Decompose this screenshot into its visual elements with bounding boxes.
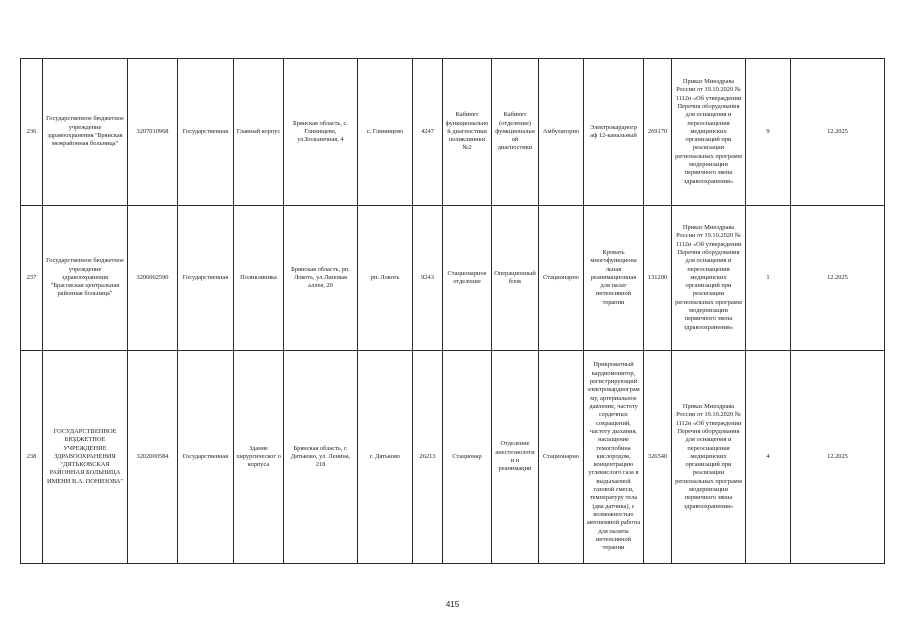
cell-building: Здание хирургическог о корпуса — [234, 351, 284, 564]
cell-ownership: Государственная — [178, 59, 234, 206]
table-row — [21, 206, 885, 351]
table-row — [21, 351, 885, 564]
cell-qty: 9 — [746, 59, 791, 206]
cell-population: 4247 — [413, 59, 443, 206]
cell-num: 236 — [21, 59, 43, 206]
cell-inn: 3207010968 — [128, 59, 178, 206]
cell-qty: 4 — [746, 351, 791, 564]
cell-order: Приказ Минздрава России от 19.10.2020 № 1112н «Об утверждении Перечня оборудования для оснащения и переоснащения медицинских организаций при реализации региональных программ модернизации первичного звена здравоохранения» — [672, 351, 746, 564]
cell-ownership: Государственная — [178, 351, 234, 564]
cell-unit: Кабинет функционально й диагностики поликлиники №2 — [443, 59, 492, 206]
cell-equipment — [584, 351, 644, 564]
cell-date: 12.2025 — [791, 206, 885, 351]
cell-equipment: Электрокардиогр аф 12-канальный — [584, 59, 644, 206]
cell-unit: Стационар — [443, 351, 492, 564]
table-row — [21, 59, 885, 206]
cell-inn: 3202000584 — [128, 351, 178, 564]
cell-unit: Стационарное отделение — [443, 206, 492, 351]
cell-equipment: Кровать многофункциона льная реанимационная для палат интенсивной терапии — [584, 206, 644, 351]
cell-building: Поликлиника — [234, 206, 284, 351]
cell-room: Кабинет (отделение) функциональной диагностики — [492, 59, 539, 206]
cell-ownership: Государственная — [178, 206, 234, 351]
cell-building: Главный корпус — [234, 59, 284, 206]
cell-settlement: с. Глинищево — [358, 59, 413, 206]
cell-room: Отделение анестезиологии и реанимации — [492, 351, 539, 564]
cell-address: Брянская область, с. Глинищево, ул.Больничная, 4 — [284, 59, 358, 206]
cell-num: 237 — [21, 206, 43, 351]
cell-population: 9243 — [413, 206, 443, 351]
cell-code: 269170 — [644, 59, 672, 206]
cell-room: Операционный блок — [492, 206, 539, 351]
cell-qty: 1 — [746, 206, 791, 351]
cell-population: 26213 — [413, 351, 443, 564]
cell-code: 131200 — [644, 206, 672, 351]
cell-num: 238 — [21, 351, 43, 564]
cell-date: 12.2025 — [791, 59, 885, 206]
cell-org: Государственное бюджетное учреждение здравоохранения "Брянская межрайонная больница" — [43, 59, 128, 206]
cell-order: Приказ Минздрава России от 19.10.2020 № 1112н «Об утверждении Перечня оборудования для оснащения и переоснащения медицинских организаций при реализации региональных программ модернизации первичного звена здравоохранения» — [672, 59, 746, 206]
cell-inn: 3206002590 — [128, 206, 178, 351]
cell-org: ГОСУДАРСТВЕННОЕ БЮДЖЕТНОЕ УЧРЕЖДЕНИЕ ЗДРАВООХРАНЕНИЯ "ДЯТЬКОВСКАЯ РАЙОННАЯ БОЛЬНИЦА ИМЕНИ В.А. ПОНИЗОВА" — [43, 351, 128, 564]
cell-care: Амбулаторно — [539, 59, 584, 206]
cell-equipment-text: Прикроватный кардиомонитор, регистрирующий электрокардиограмму, артериальное давление, частоту сердечных сокращений, частоту дыхания, насыщение гемоглобина кислородом, концентрацию углекислого газа в выдыхаемой газовой смеси, температуру тела (два датчика), с возможностью автономной работы для палаты интенсивной терапии — [586, 361, 641, 552]
registry-table — [20, 58, 885, 564]
cell-settlement: г. Дятьково — [358, 351, 413, 564]
cell-care: Стационарно — [539, 206, 584, 351]
cell-care: Стационарно — [539, 351, 584, 564]
cell-date: 12.2025 — [791, 351, 885, 564]
cell-address: Брянская область, г. Дятьково, ул. Ленина, 218 — [284, 351, 358, 564]
cell-address: Брянская область, рп. Локоть, ул.Липовая аллея, 20 — [284, 206, 358, 351]
cell-order: Приказ Минздрава России от 19.10.2020 № 1112н «Об утверждении Перечня оборудования для оснащения и переоснащения медицинских организаций при реализации региональных программ модернизации первичного звена здравоохранения» — [672, 206, 746, 351]
cell-org: Государственное бюджетное учреждение здравоохранения "Брасовская центральная районная больница" — [43, 206, 128, 351]
cell-code: 326540 — [644, 351, 672, 564]
page-number: 415 — [445, 600, 460, 609]
cell-settlement: рп. Локоть — [358, 206, 413, 351]
